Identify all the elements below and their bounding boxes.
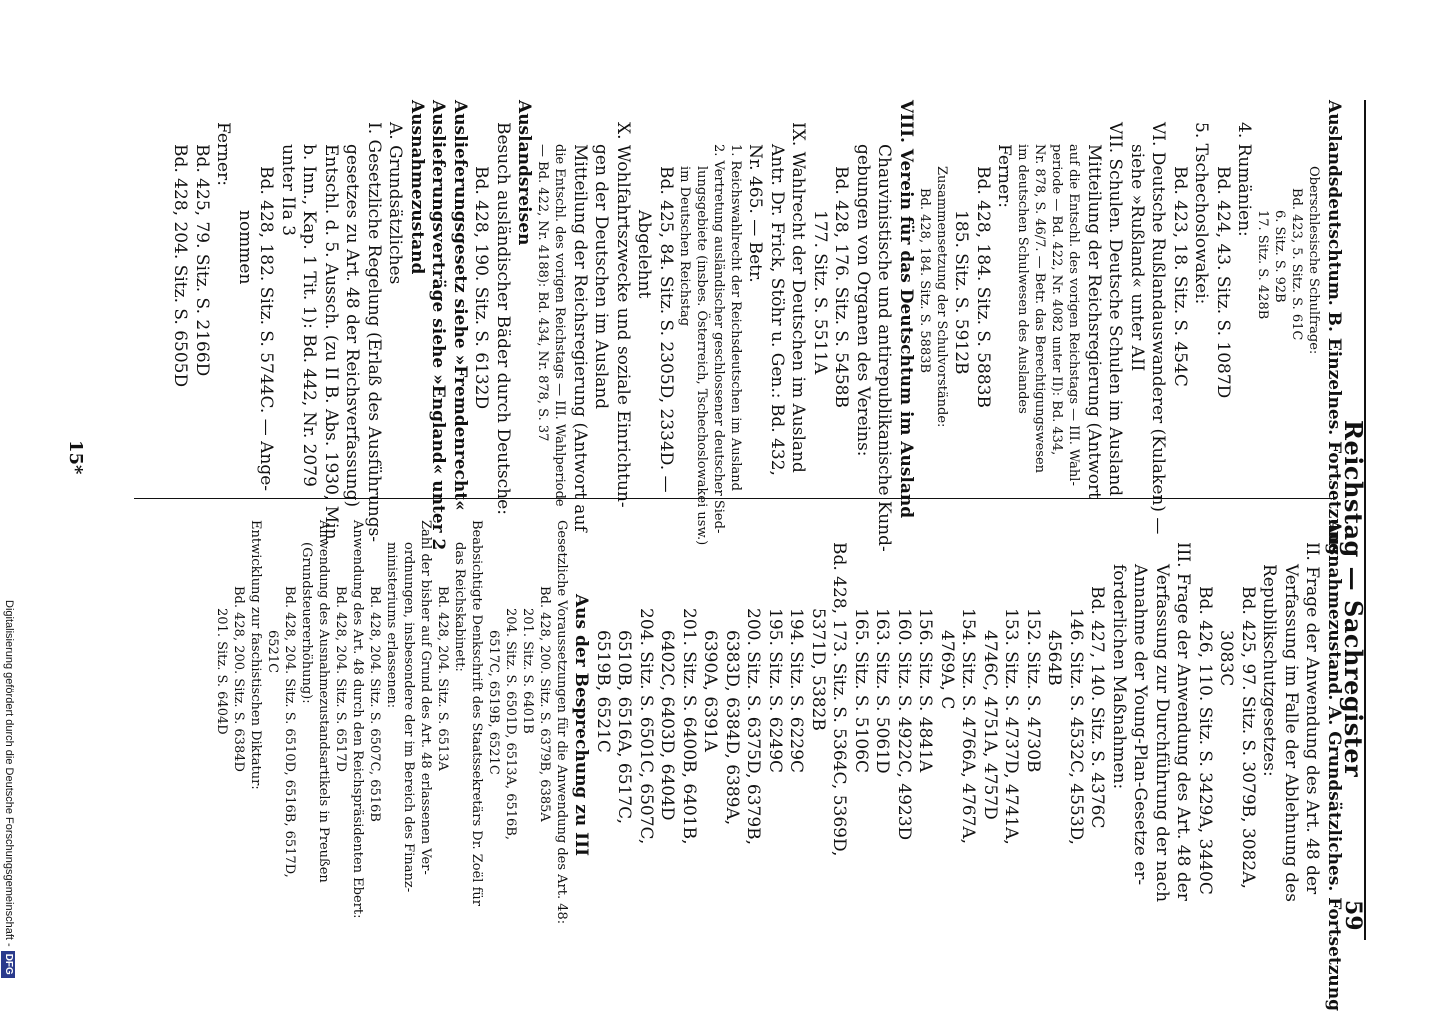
register-line: 6519B, 6521C (593, 630, 613, 753)
register-line: Abgelehnt (634, 210, 655, 299)
signature-mark: 15* (65, 440, 86, 475)
register-line: Mitteilung der Reichsregierung (Antwort (1084, 144, 1104, 499)
register-line: Mitteilung der Reichsregierung (Antwort auf (570, 144, 590, 532)
register-line: 3083C (1216, 630, 1237, 687)
register-line: Bd. 428, 176. Sitz. S. 5458B (831, 166, 852, 408)
register-line: Bd. 424, 43. Sitz. S. 1087D (1213, 166, 1233, 399)
register-line: VIII. Verein für das Deutschtum im Ausland (896, 100, 916, 519)
register-line: 5. Tschechoslowakei: (1191, 122, 1212, 305)
register-line: Beabsichtigte Denkschrift des Staatssekretärs Dr. Zoël für (469, 520, 484, 906)
register-line: 194. Sitz. S. 6229C (786, 608, 807, 774)
register-line: Ferner: (213, 122, 234, 186)
register-line: Bd. 428, 204. Sitz. S. 6513A (435, 586, 450, 771)
register-line: Verfassung im Falle der Ablehnung des (1281, 564, 1301, 902)
register-line: lungsgebiete (insbes. Österreich, Tschechoslowakei usw.) (694, 166, 709, 546)
register-line: 153. Sitz. S. 4737D, 4741A, (1001, 608, 1022, 845)
register-line: VI. Deutsche Rußlandauswanderer (Kulaken) — (1148, 122, 1169, 535)
register-line: 1. Reichswahlrecht der Reichsdeutschen im Ausland (728, 144, 743, 491)
register-line: 156. Sitz. S. 4841A (915, 608, 936, 773)
register-line: 4746C, 4751A, 4757D (980, 630, 1000, 820)
register-line: Nr. 465. — Betr. (745, 144, 766, 283)
dfg-logo: DFG (1, 951, 15, 978)
register-line: 2. Vertretung ausländischer geschlossener deutscher Sied- (711, 144, 726, 534)
column-divider (134, 498, 1334, 499)
register-line: Ausnahmezustand. A. Grundsätzliches. Fortsetzung (1324, 520, 1344, 1011)
register-line: 4. Rumänien: (1234, 122, 1255, 237)
register-line: Bd. 428, 184. Sitz. S. 5883B (973, 166, 993, 408)
register-line: periode — Bd. 422, Nr. 4082 unter II): Bd. 434, (1049, 144, 1065, 456)
digitization-credit (0, 600, 22, 995)
register-line: 6. Sitz. S. 92B (1272, 210, 1288, 303)
register-line: ministeriums erlassenen: (384, 542, 399, 709)
register-line: A. Grundsätzliches (385, 122, 406, 285)
credit-text: Digitalisierung gefördert durch die Deutsche Forschungsgemeinschaft - (3, 600, 15, 947)
register-line: 4564B (1044, 630, 1065, 686)
header-rule (1364, 100, 1366, 940)
register-line: 6390A, 6391A (700, 630, 721, 752)
register-line: Bd. 428, 204. Sitz. S. 6510D, 6516B, 6517D, (282, 586, 297, 878)
register-line: die Entschl. des vorigen Reichstags — III. Wahlperiode (552, 144, 568, 507)
register-line: Bd. 428, 200. Sitz. S. 6379B, 6385A (537, 586, 552, 822)
register-line: — Bd. 422, Nr. 4188): Bd. 434, Nr. 878, S. 37 (535, 144, 551, 442)
register-line: gesetzes zu Art. 48 der Reichsverfassung) (342, 144, 363, 508)
register-line: Ferner: (994, 144, 1015, 208)
register-line: Oberschlesische Schulfrage: (1306, 166, 1322, 355)
register-line: Auslandsreisen (514, 100, 535, 246)
register-line: 152. Sitz. S. 4730B (1023, 608, 1043, 773)
register-line: Auslieferungsverträge siehe »England« unter 2 (428, 100, 449, 551)
page-title: Reichstag — Sachregister (1339, 420, 1368, 778)
register-line: Bd. 428, 182. Sitz. S. 5744C. — Ange- (256, 166, 277, 492)
register-line: 146. Sitz. S. 4532C, 4553D, (1066, 608, 1086, 845)
register-line: 177. Sitz. S. 5511A (810, 210, 830, 375)
register-line: Ausnahmezustand (407, 100, 427, 275)
register-line: Besuch ausländischer Bäder durch Deutsche: (493, 122, 513, 515)
register-line: Bd. 428, 184. Sitz. S. 5883B (917, 188, 932, 374)
left-column (169, 100, 1344, 555)
register-line: Auslandsdeutschtum. B. Einzelnes. Fortsetzung (1324, 100, 1344, 555)
register-line: Bd. 427, 140. Sitz. S. 4376C (1087, 586, 1108, 829)
register-line: 6402C, 6403D, 6404D (657, 630, 678, 821)
register-line: Bd. 428, 200. Sitz. S. 6384D (231, 586, 246, 772)
register-line: Zahl der bisher auf Grund des Art. 48 erlassenen Ver- (418, 520, 433, 875)
register-line: 4769A, C (937, 630, 957, 710)
register-line: gebungen von Organen des Vereins: (853, 144, 873, 457)
register-line: Chauvinistische und antirepublikanische Kund- (874, 144, 895, 552)
register-line: gen der Deutschen im Ausland (591, 144, 612, 410)
register-line: I. Gesetzliche Regelung (Erlaß des Ausführungs- (364, 122, 384, 543)
register-line: Gesetzliche Voraussetzungen für die Anwendung des Art. 48: (554, 520, 569, 925)
register-line: II. Frage der Anwendung des Art. 48 der (1302, 542, 1323, 895)
register-line: Bd. 426, 110. Sitz. S. 3429A, 3440C (1195, 586, 1215, 895)
register-line: 160. Sitz. S. 4922C, 4923D (894, 608, 914, 841)
register-line: Bd. 428, 204. Sitz. S. 6517D (333, 586, 348, 772)
register-line: Auslieferungsgesetz siehe »Fremdenrecht« (450, 100, 470, 511)
register-line: 200. Sitz. S. 6375D, 6379B, (743, 608, 764, 846)
register-line: das Reichskabinett: (452, 542, 467, 672)
register-line: 154. Sitz. S. 4766A, 4767A, (958, 608, 979, 845)
register-line: 204. Sitz. S. 6501C, 6507C, (636, 608, 656, 845)
register-line: Antr. Dr. Frick, Stöhr u. Gen.: Bd. 432, (767, 144, 787, 476)
register-line: Bd. 428, 173. Sitz. S. 5364C, 5369D, (829, 542, 850, 857)
register-line: 6510B, 6516A, 6517C, (614, 630, 635, 824)
page-header (1338, 0, 1398, 1000)
register-line: Anwendung des Art. 48 durch den Reichspräsidenten Ebert: (350, 520, 365, 919)
register-line: 17. Sitz. S. 428B (1255, 210, 1271, 320)
register-line: Bd. 425, 84. Sitz. S. 2305D, 2334D. — (656, 166, 676, 493)
register-line: 195. Sitz. S. 6249C (765, 608, 785, 774)
register-line: 201. Sitz. S. 6401B (520, 608, 535, 734)
register-line: Bd. 428, 204. Sitz. S. 6507C, 6516B (367, 586, 382, 822)
register-line: auf die Entschl. des vorigen Reichstags — III. Wahl- (1066, 144, 1082, 486)
register-line: Nr. 878, S. 46/7. — Betr. das Berechtigungswesen (1032, 144, 1048, 474)
register-line: nommen (235, 210, 255, 285)
register-line: im Deutschen Reichstag (677, 166, 692, 327)
register-line: 204. Sitz. S. 6501D, 6513A, 6516B, (503, 608, 518, 841)
register-line: ordnungen, insbesondere der im Bereich des Finanz- (401, 542, 416, 893)
right-column (213, 520, 1344, 1011)
register-line: Bd. 428, 190. Sitz. S. 6132D (471, 166, 492, 410)
register-line: III. Frage der Anwendung des Art. 48 der (1173, 542, 1194, 901)
register-line: b. Inn., Kap. 1 Tit. 1): Bd. 442, Nr. 2079 (299, 144, 320, 487)
register-line: Bd. 428, 204. Sitz. S. 6505D (170, 144, 191, 388)
register-line: Bd. 423, 5. Sitz. S. 61C (1289, 188, 1305, 341)
register-line: X. Wohlfahrtszwecke und soziale Einrichtun- (613, 122, 633, 508)
register-line: Republikschutzgesetzes: (1259, 564, 1280, 777)
register-line: Entwicklung zur faschistischen Diktatur: (248, 520, 263, 790)
register-line: Zusammensetzung der Schulvorstände: (934, 166, 949, 428)
register-line: 5371D, 5382B (808, 608, 828, 731)
register-line: 163. Sitz. S. 5061D (872, 608, 893, 774)
register-line: 6383D, 6384D, 6389A, (722, 630, 742, 826)
register-line: 185. Sitz. S. 5912B (951, 210, 972, 375)
register-line: 201. Sitz. S. 6400B, 6401B, (679, 608, 699, 845)
register-line: Bd. 423, 18. Sitz. S. 454C (1170, 166, 1190, 387)
register-line: Entschl. d. 5. Aussch. (zu II B. Abs. 1930, Min. (321, 144, 341, 545)
register-line: forderlichen Maßnahmen: (1109, 564, 1129, 790)
register-line: 6521C (265, 630, 280, 674)
register-line: VII. Schulen. Deutsche Schulen im Ausland (1105, 122, 1126, 497)
register-line: Bd. 425, 79. Sitz. S. 2166D (192, 144, 212, 377)
register-line: 165. Sitz. S. 5106C (851, 608, 871, 774)
register-line: Verfassung zur Durchführung der nach (1152, 564, 1172, 903)
register-line: Anwendung des Ausnahmezustandsartikels in Preußen (316, 520, 331, 883)
register-line: im deutschen Schulwesen des Auslandes (1015, 144, 1031, 414)
register-line: Bd. 425, 97. Sitz. S. 3079B, 3082A, (1238, 586, 1258, 889)
register-line: 6517C, 6519B, 6521C (486, 630, 501, 775)
register-line: 201. Sitz. S. 6404D (214, 608, 229, 735)
register-line: siehe »Rußland« unter AII (1127, 144, 1147, 372)
register-line: Aus der Besprechung zu III (571, 593, 592, 857)
register-line: Annahme der Young-Plan-Gesetze er- (1130, 564, 1151, 886)
register-line: unter IIa 3 (278, 144, 298, 237)
register-line: IX. Wahlrecht der Deutschen im Ausland (788, 122, 809, 473)
register-line: (Grundsteuererhöhung): (299, 542, 314, 704)
page-number: 59 (1340, 900, 1366, 931)
